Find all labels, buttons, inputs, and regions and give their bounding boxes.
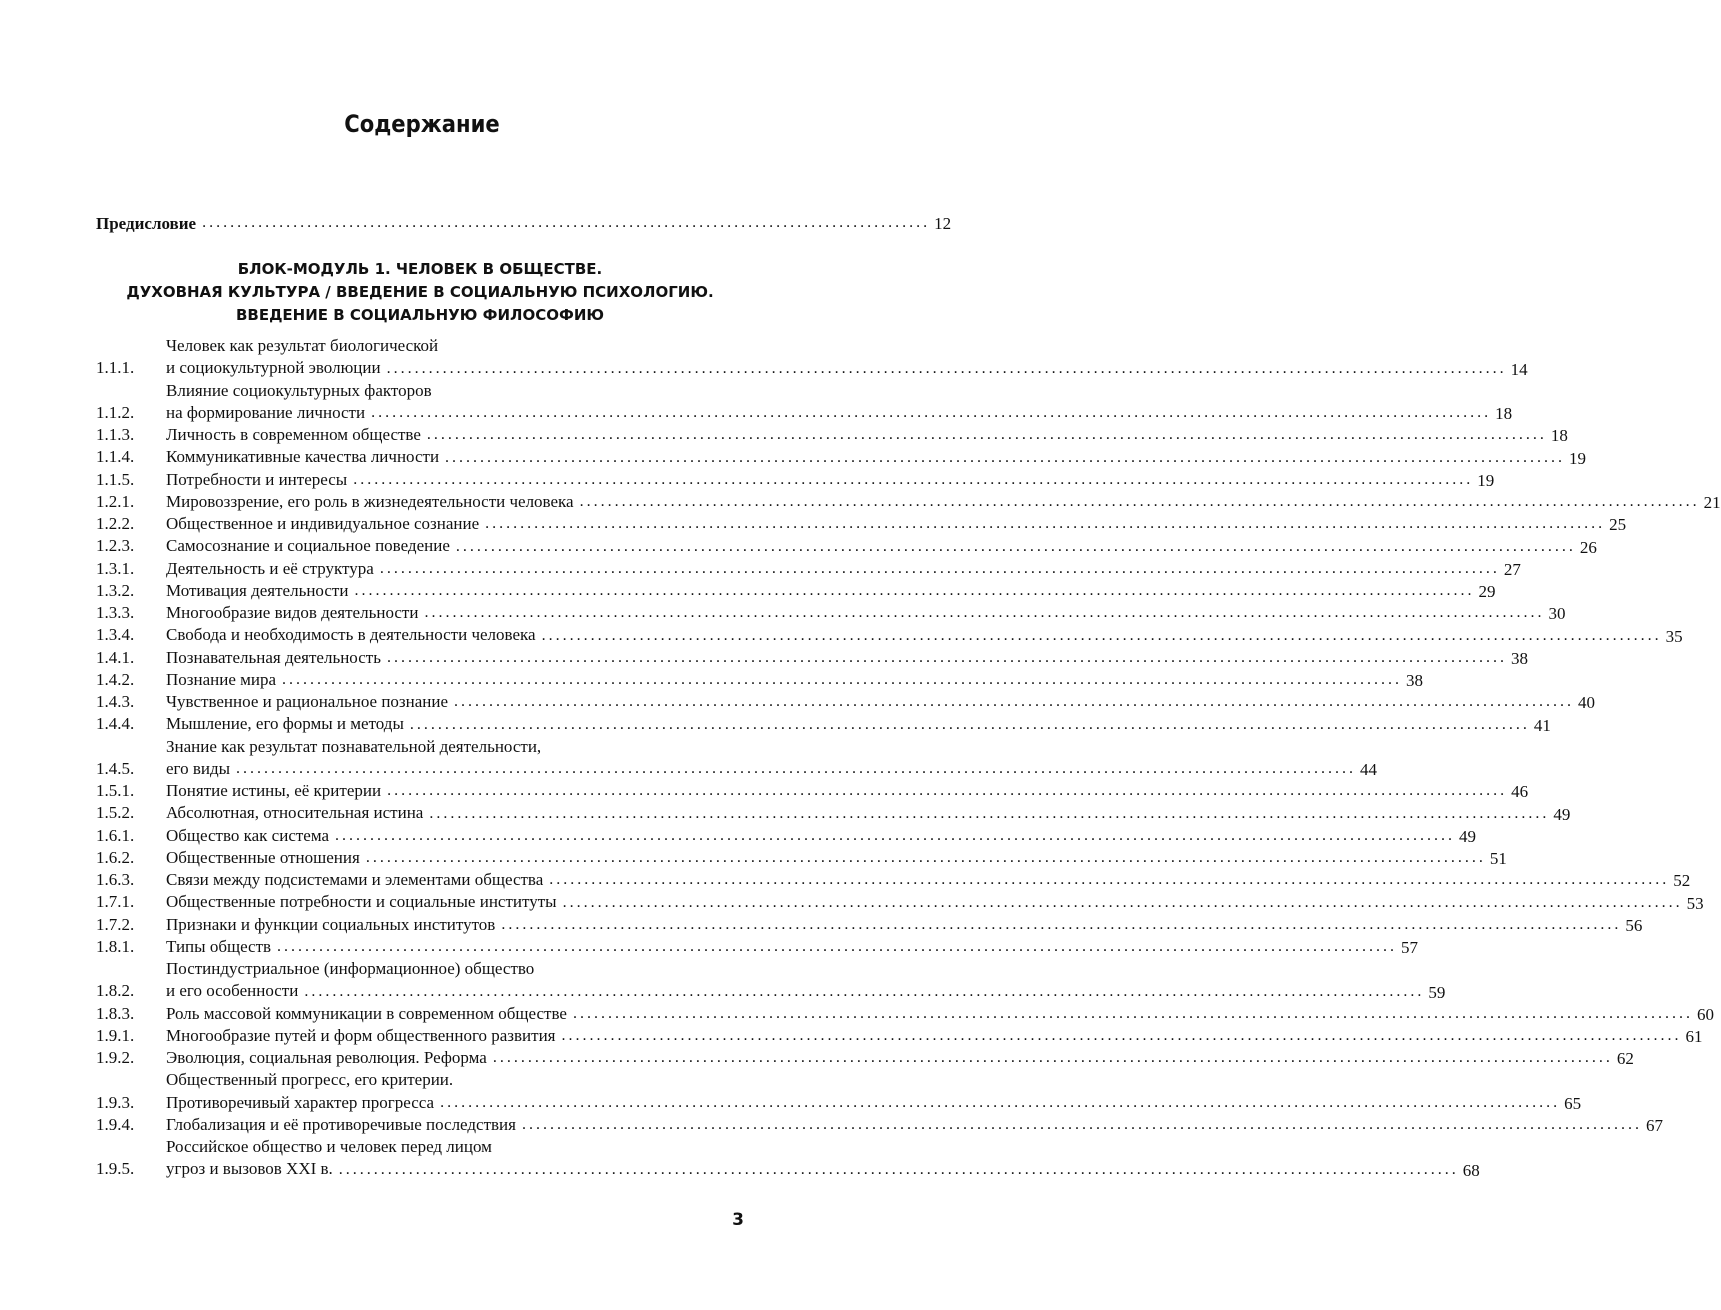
toc-entry-page: 40 bbox=[1578, 693, 1596, 713]
toc-entry-page: 29 bbox=[1478, 582, 1496, 601]
toc-entry[interactable] bbox=[96, 624, 1683, 646]
block-heading-line-2: ДУХОВНАЯ КУЛЬТУРА / ВВЕДЕНИЕ В СОЦИАЛЬНУЮ ПСИХОЛОГИЮ. bbox=[126, 283, 714, 301]
toc-entry-page: 46 bbox=[1511, 782, 1529, 802]
toc-entry-number: 1.1.5. bbox=[96, 469, 135, 489]
toc-entry-number: 1.9.1. bbox=[96, 1025, 135, 1045]
dot-leader: ................................................................................................................................................................ bbox=[354, 582, 1475, 599]
toc-entry-page: 51 bbox=[1489, 849, 1507, 868]
toc-entry[interactable] bbox=[96, 1069, 1582, 1114]
toc-entry-page: 61 bbox=[1685, 1027, 1703, 1046]
dot-leader: ................................................................................................................................................................ bbox=[485, 515, 1606, 533]
preface-page: 12 bbox=[934, 214, 952, 233]
toc-entry-title-line: Общественный прогресс, его критерии. bbox=[166, 1070, 454, 1090]
dot-leader: ................................................................................................................................................................ bbox=[572, 1004, 1693, 1022]
toc-entry-title-line: Мышление, его формы и методы bbox=[166, 714, 404, 734]
toc-entry-title-line: Российское общество и человек перед лицом bbox=[166, 1137, 492, 1156]
toc-entry-number: 1.8.3. bbox=[96, 1003, 135, 1023]
toc-entry-number: 1.6.2. bbox=[96, 847, 135, 867]
toc-entry-title-line: Общественное и индивидуальное сознание bbox=[166, 514, 480, 533]
toc-entry-page: 44 bbox=[1360, 760, 1378, 779]
toc-entry[interactable] bbox=[96, 691, 1596, 713]
toc-entry-title-line: и социокультурной эволюции bbox=[166, 358, 381, 378]
toc-entry-number: 1.3.2. bbox=[96, 580, 135, 600]
dot-leader: ................................................................................................................................................................ bbox=[521, 1116, 1642, 1133]
toc-entry[interactable] bbox=[96, 647, 1528, 669]
toc-entry-page: 21 bbox=[1703, 493, 1721, 512]
toc-entry-title-line: Познавательная деятельность bbox=[166, 647, 381, 667]
preface-label: Предисловие bbox=[96, 214, 197, 233]
toc-entry-number: 1.3.1. bbox=[96, 558, 135, 578]
dot-leader: ................................................................................................................................................................ bbox=[492, 1049, 1613, 1067]
toc-entry[interactable] bbox=[96, 736, 1378, 781]
toc-entry-page: 59 bbox=[1428, 982, 1446, 1002]
dot-leader: ................................................................................................................................................................ bbox=[541, 626, 1662, 644]
toc-entry-number: 1.6.1. bbox=[96, 825, 135, 845]
toc-entry-title-line: Свобода и необходимость в деятельности человека bbox=[166, 625, 536, 645]
toc-entry-page: 26 bbox=[1579, 537, 1597, 557]
toc-entry-number: 1.1.3. bbox=[96, 425, 135, 444]
toc-entry-number: 1.4.3. bbox=[96, 692, 135, 711]
dot-leader: ................................................................................................................................................................ bbox=[335, 826, 1456, 844]
toc-entry-title-line: на формирование личности bbox=[166, 402, 366, 422]
dot-leader: ................................................................................................................................................................ bbox=[365, 849, 1486, 866]
toc-entry-title-line: Влияние социокультурных факторов bbox=[166, 380, 432, 400]
dot-leader: ................................................................................................................................................................ bbox=[379, 559, 1500, 577]
toc-entry[interactable] bbox=[96, 491, 1721, 513]
toc-entry[interactable] bbox=[96, 580, 1496, 602]
toc-entry[interactable] bbox=[96, 713, 1551, 735]
dot-leader: ................................................................................................................................................................ bbox=[282, 671, 1403, 688]
toc-entry-title-line: Потребности и интересы bbox=[166, 469, 348, 489]
toc-entry-title-line: Противоречивый характер прогресса bbox=[166, 1092, 435, 1112]
toc-entry-title-line: Самосознание и социальное поведение bbox=[166, 536, 450, 556]
toc-entry-page: 35 bbox=[1665, 626, 1683, 646]
toc-entry[interactable] bbox=[96, 1003, 1714, 1025]
toc-entry-title-line: Глобализация и её противоречивые последствия bbox=[166, 1114, 516, 1134]
toc-entry-title-line: Мотивация деятельности bbox=[166, 580, 349, 600]
table-of-contents bbox=[96, 335, 1721, 1181]
toc-entry-title-line: его виды bbox=[166, 758, 231, 778]
toc-entry-number: 1.9.4. bbox=[96, 1114, 135, 1134]
toc-entry-number: 1.8.2. bbox=[96, 981, 135, 1001]
toc-entry-page: 25 bbox=[1609, 515, 1627, 535]
toc-entry-title-line: Личность в современном обществе bbox=[166, 425, 421, 444]
toc-entry-title-line: Человек как результат биологической bbox=[166, 336, 439, 355]
toc-entry[interactable] bbox=[96, 1025, 1703, 1047]
toc-entry-page: 67 bbox=[1645, 1116, 1663, 1135]
toc-entry[interactable] bbox=[96, 424, 1568, 446]
toc-entry-page: 52 bbox=[1673, 871, 1691, 891]
toc-entry-title-line: Связи между подсистемами и элементами общества bbox=[166, 870, 544, 889]
dot-leader: ................................................................................................................................................................ bbox=[386, 359, 1507, 377]
toc-entry[interactable] bbox=[96, 891, 1704, 913]
toc-entry[interactable] bbox=[96, 558, 1521, 580]
dot-leader: ................................................................................................................................................................ bbox=[562, 893, 1683, 911]
block-module-heading bbox=[96, 258, 744, 327]
toc-entry-page: 38 bbox=[1510, 648, 1528, 668]
toc-entry[interactable] bbox=[96, 869, 1691, 891]
toc-entry-title-line: Постиндустриальное (информационное) общество bbox=[166, 959, 535, 978]
toc-entry-page: 30 bbox=[1548, 604, 1566, 624]
toc-entry[interactable] bbox=[96, 380, 1513, 425]
toc-entry[interactable] bbox=[96, 780, 1529, 802]
toc-entry[interactable] bbox=[96, 825, 1477, 847]
toc-entry-number: 1.3.3. bbox=[96, 603, 135, 622]
toc-entry[interactable] bbox=[96, 847, 1507, 869]
toc-entry-page: 19 bbox=[1569, 448, 1587, 468]
toc-entry-number: 1.9.3. bbox=[96, 1092, 135, 1112]
toc-entry-number: 1.4.1. bbox=[96, 647, 135, 667]
toc-entry-title-line: Эволюция, социальная революция. Реформа bbox=[166, 1048, 487, 1067]
toc-entry-title-line: Чувственное и рациональное познание bbox=[166, 692, 449, 711]
toc-entry[interactable] bbox=[96, 936, 1419, 958]
toc-entry-title-line: Знание как результат познавательной деятельности, bbox=[166, 736, 542, 756]
toc-entry-title-line: Познание мира bbox=[166, 669, 277, 689]
toc-entry-title-line: Общественные отношения bbox=[166, 847, 360, 867]
dot-leader: ................................................................................................................................................................ bbox=[426, 426, 1547, 444]
dot-leader: ................................................................................................................................................................ bbox=[386, 648, 1507, 666]
toc-entry-page: 57 bbox=[1401, 938, 1419, 957]
toc-entry-page: 38 bbox=[1406, 671, 1424, 690]
dot-leader: ................................................................................................................................................................ bbox=[409, 715, 1530, 733]
toc-entry[interactable] bbox=[96, 513, 1627, 535]
toc-entry-number: 1.2.2. bbox=[96, 514, 135, 533]
toc-entry-page: 49 bbox=[1553, 804, 1571, 824]
page-title: Содержание bbox=[344, 110, 500, 138]
toc-entry-title-line: Коммуникативные качества личности bbox=[166, 447, 440, 467]
dot-leader: ................................................................................................................................................................ bbox=[501, 915, 1622, 933]
toc-entry-title-line: Роль массовой коммуникации в современном обществе bbox=[166, 1003, 567, 1023]
toc-entry-title-line: Общество как система bbox=[166, 825, 330, 845]
toc-entry[interactable] bbox=[96, 914, 1643, 936]
toc-entry-page: 56 bbox=[1625, 915, 1643, 935]
toc-entry-number: 1.4.2. bbox=[96, 669, 135, 689]
toc-entry[interactable] bbox=[96, 602, 1566, 624]
block-heading-line-1: БЛОК-МОДУЛЬ 1. ЧЕЛОВЕК В ОБЩЕСТВЕ. bbox=[237, 260, 603, 278]
toc-entry[interactable] bbox=[96, 669, 1424, 691]
toc-entry-number: 1.1.1. bbox=[96, 358, 135, 378]
dot-leader: ................................................................................................................................................................ bbox=[387, 782, 1508, 800]
toc-entry-page: 18 bbox=[1550, 426, 1568, 446]
toc-entry-number: 1.7.2. bbox=[96, 914, 135, 934]
toc-entry-page: 62 bbox=[1616, 1049, 1634, 1069]
dot-leader: ................................................................................................................................................................ bbox=[277, 938, 1398, 955]
dot-leader: ................................................................................................................................................................ bbox=[304, 982, 1425, 1000]
toc-entry-page: 41 bbox=[1533, 715, 1551, 735]
toc-entry[interactable] bbox=[96, 535, 1597, 557]
toc-entry-number: 1.8.1. bbox=[96, 936, 135, 956]
dot-leader: ................................................................................................................................................................ bbox=[353, 470, 1474, 488]
toc-entry-page: 14 bbox=[1510, 359, 1528, 379]
toc-entry-number: 1.5.1. bbox=[96, 781, 135, 800]
toc-entry-page: 53 bbox=[1686, 893, 1704, 913]
dot-leader: ................................................................................................................................................................ bbox=[579, 493, 1700, 510]
toc-entry-page: 60 bbox=[1696, 1004, 1714, 1024]
toc-entry-number: 1.6.3. bbox=[96, 870, 135, 889]
toc-entry-page: 19 bbox=[1477, 470, 1495, 490]
toc-entry-number: 1.1.2. bbox=[96, 402, 135, 422]
toc-entry-page: 65 bbox=[1564, 1093, 1582, 1113]
toc-entry-number: 1.9.2. bbox=[96, 1048, 135, 1067]
toc-entry-title-line: Многообразие видов деятельности bbox=[166, 603, 419, 622]
toc-entry[interactable] bbox=[96, 1114, 1663, 1136]
toc-entry-number: 1.7.1. bbox=[96, 892, 135, 912]
dot-leader: ................................................................................................................................................................ bbox=[424, 604, 1545, 622]
toc-entry-number: 1.2.1. bbox=[96, 491, 135, 511]
toc-entry-title-line: Деятельность и её структура bbox=[166, 558, 374, 578]
toc-entry-title-line: угроз и вызовов XXI в. bbox=[166, 1159, 333, 1179]
dot-leader: ........................................................................................................ bbox=[202, 214, 931, 231]
page-number: 3 bbox=[732, 1210, 744, 1230]
toc-entry[interactable] bbox=[96, 1047, 1634, 1069]
toc-preface-entry[interactable] bbox=[96, 212, 952, 234]
dot-leader: ................................................................................................................................................................ bbox=[440, 1093, 1561, 1111]
dot-leader: ................................................................................................................................................................ bbox=[338, 1160, 1459, 1178]
toc-entry-number: 1.3.4. bbox=[96, 625, 135, 645]
toc-entry[interactable] bbox=[96, 469, 1495, 491]
block-heading-line-3: ВВЕДЕНИЕ В СОЦИАЛЬНУЮ ФИЛОСОФИЮ bbox=[235, 306, 605, 324]
toc-entry-page: 49 bbox=[1459, 826, 1477, 846]
toc-entry-number: 1.4.5. bbox=[96, 758, 135, 778]
toc-entry-page: 68 bbox=[1462, 1160, 1480, 1180]
toc-entry-title-line: Типы обществ bbox=[166, 936, 272, 956]
dot-leader: ................................................................................................................................................................ bbox=[561, 1027, 1682, 1044]
toc-entry[interactable] bbox=[96, 446, 1587, 468]
dot-leader: ................................................................................................................................................................ bbox=[236, 760, 1357, 777]
toc-entry[interactable] bbox=[96, 1136, 1480, 1181]
dot-leader: ................................................................................................................................................................ bbox=[455, 537, 1576, 555]
toc-entry-title-line: Мировоззрение, его роль в жизнедеятельности человека bbox=[166, 491, 574, 511]
toc-entry-title-line: Общественные потребности и социальные институты bbox=[166, 892, 557, 912]
toc-entry-title-line: Понятие истины, её критерии bbox=[166, 781, 382, 800]
dot-leader: ................................................................................................................................................................ bbox=[445, 448, 1566, 466]
toc-entry-page: 27 bbox=[1503, 559, 1521, 579]
dot-leader: ................................................................................................................................................................ bbox=[549, 871, 1670, 889]
toc-entry-title-line: Абсолютная, относительная истина bbox=[166, 803, 424, 823]
toc-entry[interactable] bbox=[96, 802, 1571, 824]
toc-entry-number: 1.4.4. bbox=[96, 714, 135, 734]
toc-entry[interactable] bbox=[96, 958, 1446, 1003]
toc-entry-number: 1.2.3. bbox=[96, 536, 135, 556]
toc-entry-page: 18 bbox=[1495, 404, 1513, 423]
dot-leader: ................................................................................................................................................................ bbox=[429, 804, 1550, 822]
toc-entry[interactable] bbox=[96, 335, 1528, 380]
toc-entry-title-line: и его особенности bbox=[166, 981, 299, 1001]
toc-entry-number: 1.1.4. bbox=[96, 447, 135, 467]
dot-leader: ................................................................................................................................................................ bbox=[454, 693, 1575, 711]
toc-entry-number: 1.9.5. bbox=[96, 1159, 135, 1179]
toc-entry-number: 1.5.2. bbox=[96, 803, 135, 823]
dot-leader: ................................................................................................................................................................ bbox=[371, 404, 1492, 421]
toc-entry-title-line: Многообразие путей и форм общественного развития bbox=[166, 1025, 556, 1045]
toc-entry-title-line: Признаки и функции социальных институтов bbox=[166, 914, 496, 934]
